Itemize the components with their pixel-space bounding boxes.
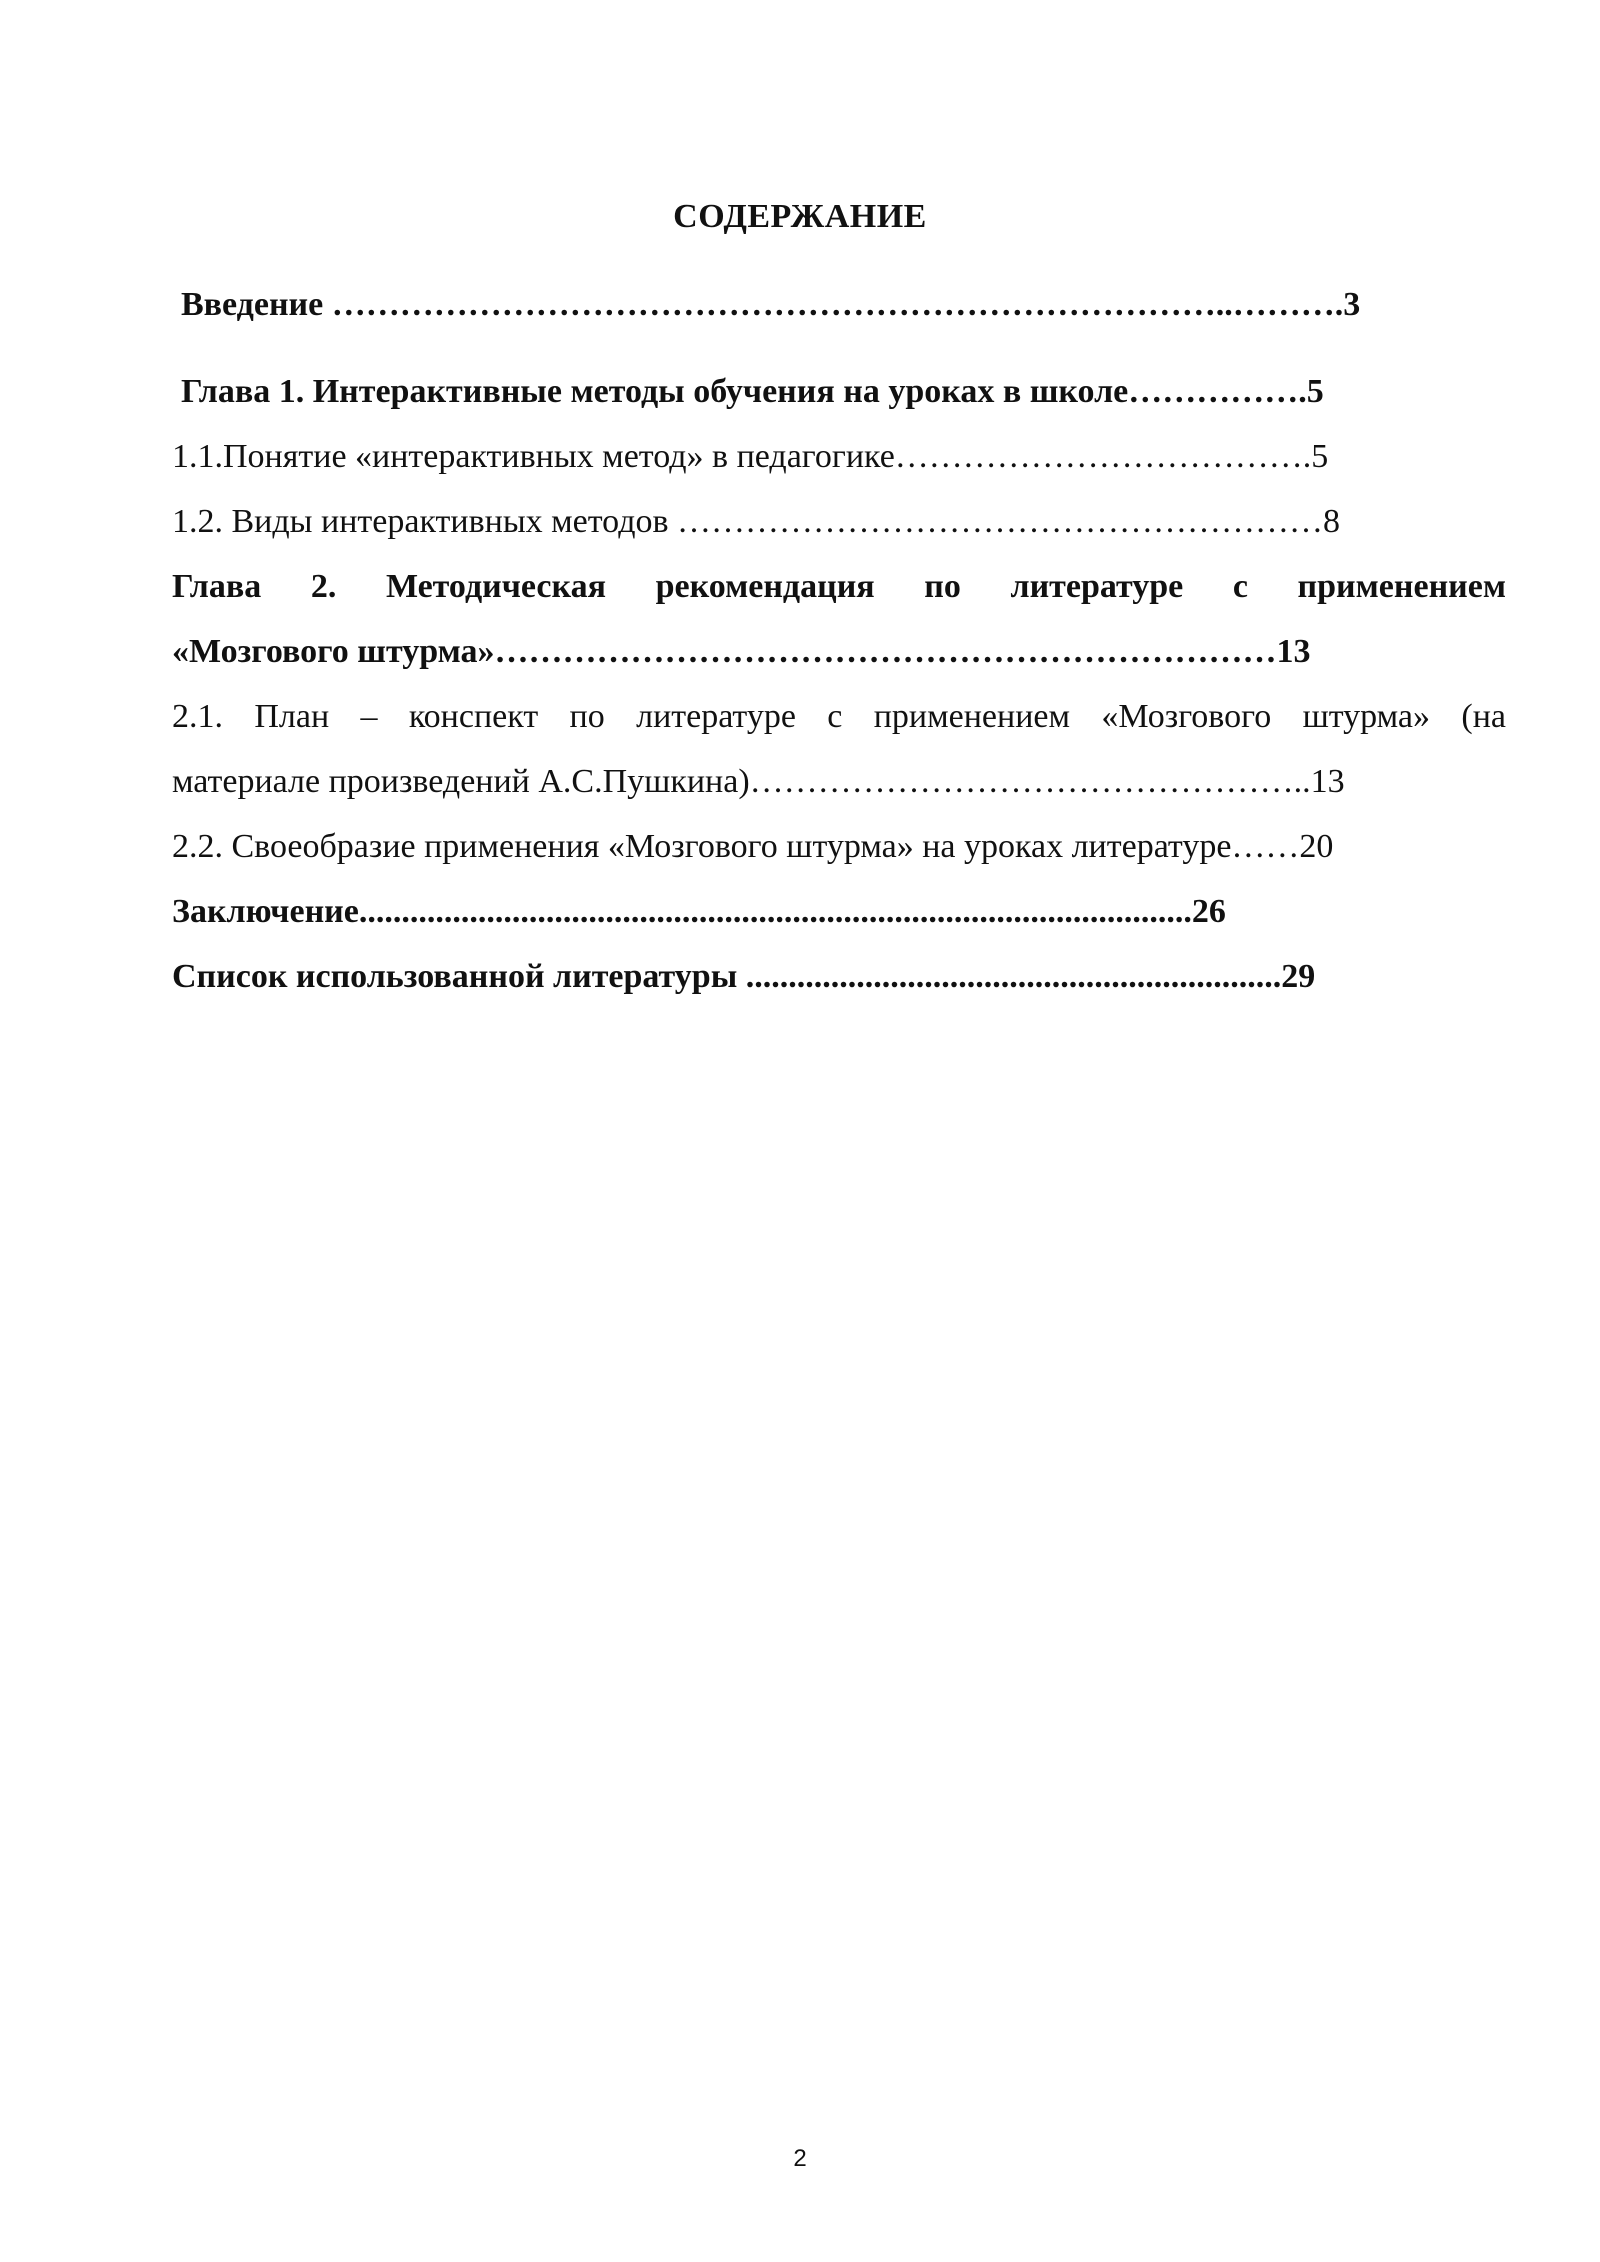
- toc-entry-section-2-2: 2.2. Своеобразие применения «Мозгового штурма» на уроках литературе……20: [172, 828, 1334, 865]
- toc-entry-section-1-1: 1.1.Понятие «интерактивных метод» в педагогике……………………………….5: [172, 438, 1329, 475]
- toc-entry-chapter-2-line-2: «Мозгового штурма»……………………………………………………………13: [172, 633, 1311, 670]
- toc-entry-chapter-2-line-1: Глава 2. Методическая рекомендация по литературе с применением: [172, 568, 1506, 605]
- toc-entry-chapter-1: Глава 1. Интерактивные методы обучения на уроках в школе…………….5: [181, 373, 1324, 410]
- toc-entry-section-2-1-line-1: 2.1. План – конспект по литературе с применением «Мозгового штурма» (на: [172, 698, 1506, 735]
- page-number: 2: [793, 2145, 807, 2172]
- toc-title: СОДЕРЖАНИЕ: [673, 198, 927, 235]
- toc-entry-conclusion: Заключение..................................................................................................26: [172, 893, 1226, 930]
- toc-entry-section-1-2: 1.2. Виды интерактивных методов …………………………………………………8: [172, 503, 1341, 540]
- toc-entry-introduction: Введение ……………………………………………………………………..……….3: [181, 286, 1361, 323]
- toc-entry-references: Список использованной литературы ...............................................................29: [172, 958, 1316, 995]
- toc-entry-section-2-1-line-2: материале произведений А.С.Пушкина)…………………………………………..13: [172, 763, 1345, 800]
